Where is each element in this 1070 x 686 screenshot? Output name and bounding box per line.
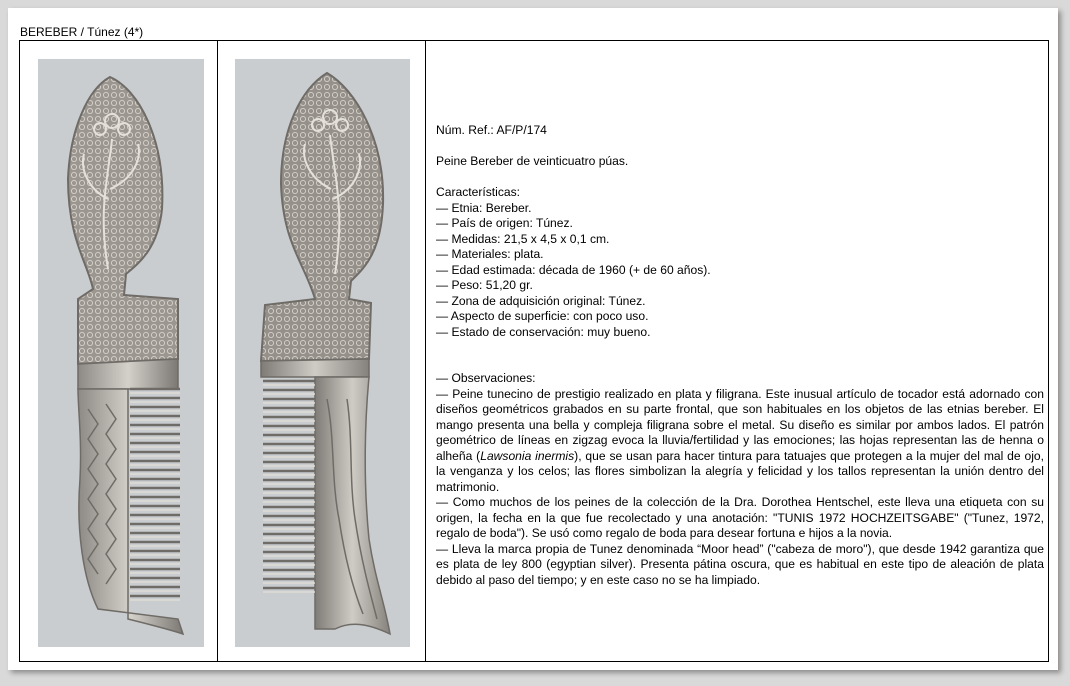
feature-item: — Aspecto de superficie: con poco uso.: [436, 309, 649, 323]
comb-back-illustration: [235, 59, 410, 647]
observation-paragraph: — Lleva la marca propia de Tunez denominada “Moor head” ("cabeza de moro"), que desde 1942 garantiza que es plata de ley 800 (egyptian silver). Presenta pátina oscura, que es habitual en este tipo de aleación de plata debido al paso del tiempo; y en este caso no se ha limpiado.: [436, 541, 1044, 587]
feature-item: — País de origen: Túnez.: [436, 216, 573, 230]
feature-item: — Estado de conservación: muy bueno.: [436, 324, 651, 339]
ref-number: Núm. Ref.: AF/P/174: [436, 123, 547, 137]
comb-front-illustration: [38, 59, 204, 647]
column-divider-1: [217, 41, 218, 661]
feature-item: — Materiales: plata.: [436, 247, 544, 261]
feature-item: — Zona de adquisición original: Túnez.: [436, 293, 646, 308]
document-page: [8, 8, 1058, 670]
feature-item: — Medidas: 21,5 x 4,5 x 0,1 cm.: [436, 231, 610, 246]
record-text: [436, 123, 1044, 588]
features-heading: Características:: [436, 185, 521, 199]
observation-paragraph: — Como muchos de los peines de la colección de la Dra. Dorothea Hentschel, este lleva una etiqueta con su origen, la fecha en la que fue recolectado y una anotación: "TUNIS 1972 HOCHZEITSGABE" ("Tunez, 1972, regalo de boda"). Se usó como regalo de boda para desear fortuna e hijos a la novia.: [436, 495, 1044, 540]
record-title: Peine Bereber de veinticuatro púas.: [436, 154, 629, 168]
feature-item: — Etnia: Bereber.: [436, 200, 532, 215]
observation-paragraph: — Peine tunecino de prestigio realizado en plata y filigrana. Este inusual artículo de tocador está adornado con diseños geométricos grabados en su parte frontal, que son habituales en los objetos de las etnias bereber. El mango presenta una bella y compleja filigrana sobre el metal. Su diseño es similar por ambos lados. El patrón geométrico de líneas en zigzag evoca la lluvia/fertilidad y las emociones; las hojas representan las de henna o alheña (Lawsonia inermis), que se usan para hacer tintura para tatuajes que protegen a la mujer del mal de ojo, la venganza y los celos; las flores simbolizan la alegría y felicidad y los tallos representan la unión dentro del matrimonio.: [436, 386, 1044, 494]
comb-back-photo: [235, 59, 410, 647]
catalog-table: [19, 40, 1049, 662]
comb-front-photo: [38, 59, 204, 647]
page-header: BEREBER / Túnez (4*): [20, 25, 144, 39]
feature-item: — Peso: 51,20 gr.: [436, 278, 533, 292]
species-name: Lawsonia inermis: [480, 448, 575, 463]
observations-heading: — Observaciones:: [436, 371, 536, 385]
feature-item: — Edad estimada: década de 1960 (+ de 60 años).: [436, 262, 711, 277]
column-divider-2: [425, 41, 426, 661]
